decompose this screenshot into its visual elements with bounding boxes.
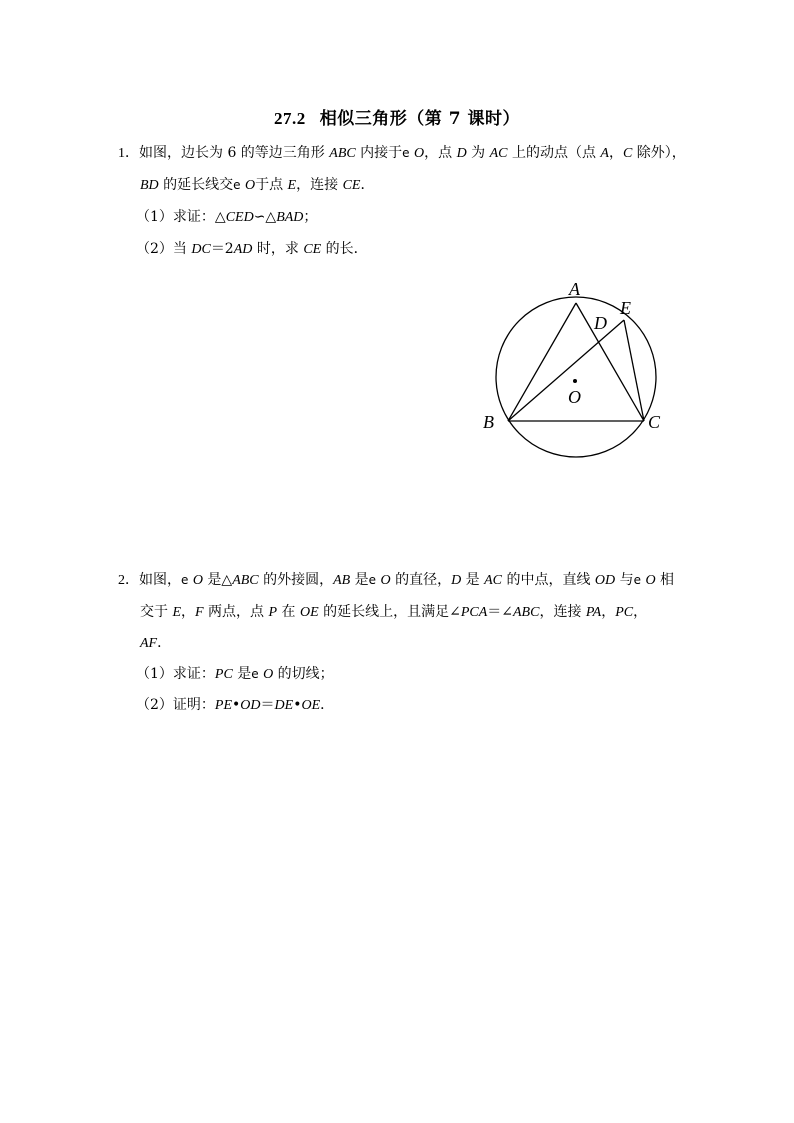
math-var: AF — [140, 636, 158, 651]
text: ，点 — [424, 145, 457, 161]
page-title — [0, 104, 794, 129]
geometry-figure-svg — [470, 270, 680, 470]
label-b: B — [483, 412, 494, 432]
q1-part2 — [136, 239, 368, 260]
math-var: O — [263, 667, 274, 682]
q2-line2 — [140, 602, 647, 623]
math-var: CED — [225, 210, 254, 225]
text: 相 — [655, 572, 675, 588]
math-var: AB — [333, 573, 351, 588]
segment-ab — [508, 303, 576, 421]
text: 在 — [277, 604, 300, 620]
math-var: AC — [489, 146, 508, 161]
text: 与 — [615, 572, 634, 588]
center-point — [573, 379, 577, 383]
math-var: DE — [274, 698, 294, 713]
text: ， — [601, 604, 616, 620]
text: 的外接圆， — [258, 572, 334, 588]
text: ， — [181, 604, 196, 620]
text: （2）当 — [136, 241, 192, 257]
math-var: E — [172, 605, 182, 620]
text: 交于 — [140, 604, 173, 620]
text: ． — [157, 635, 172, 651]
math-var: A — [600, 146, 609, 161]
math-var: D — [456, 146, 467, 161]
q2-part1 — [136, 664, 334, 685]
math-var: OD — [594, 573, 616, 588]
circle-o — [496, 297, 656, 457]
math-var: ABC — [513, 605, 540, 620]
math-var: PC — [615, 605, 634, 620]
text: • — [232, 697, 241, 713]
text: （1）求证：△ — [136, 209, 226, 225]
text: 的延长线上，且满足∠ — [318, 604, 461, 620]
circle-symbol: e — [181, 573, 189, 587]
math-var: O — [244, 178, 256, 193]
math-var: OE — [301, 698, 321, 713]
math-var: OD — [240, 698, 261, 713]
circle-symbol: e — [251, 667, 259, 681]
math-var: PCA — [460, 605, 488, 620]
circle-symbol: e — [402, 146, 410, 160]
text: ； — [303, 209, 318, 225]
text: 为 — [466, 145, 490, 161]
label-e: E — [620, 298, 631, 318]
text: ， — [608, 145, 623, 161]
text: 如图， — [139, 572, 181, 588]
text: 内接于 — [355, 145, 403, 161]
text: 的延长线交 — [158, 177, 234, 193]
section-number: 27.2 — [274, 109, 306, 128]
text: 时，求 — [252, 241, 304, 257]
label-c: C — [648, 412, 661, 432]
section-title: 相似三角形（第 7 课时） — [319, 109, 520, 129]
math-var: CE — [303, 242, 322, 257]
label-o: O — [568, 387, 581, 407]
text: ． — [320, 697, 335, 713]
text: ，连接 — [296, 177, 343, 193]
text: 于点 — [255, 177, 288, 193]
text: 两点，点 — [203, 604, 269, 620]
q1-number: 1． — [118, 146, 139, 161]
q2-line3 — [140, 633, 171, 654]
text: 是 — [461, 572, 485, 588]
text: 是 — [232, 666, 252, 682]
math-var: CE — [342, 178, 361, 193]
circle-symbol: e — [233, 178, 241, 192]
text: 的中点，直线 — [502, 572, 595, 588]
math-var: O — [645, 573, 656, 588]
text: 的长． — [321, 241, 368, 257]
math-var: ABC — [232, 573, 259, 588]
q2-line1 — [118, 570, 674, 591]
q1-figure — [470, 270, 680, 470]
segment-be — [508, 320, 624, 421]
math-var: O — [380, 573, 391, 588]
text: 的直径， — [390, 572, 452, 588]
math-var: PE — [214, 698, 233, 713]
text: ＝2 — [210, 241, 234, 257]
segment-ce — [624, 320, 644, 421]
q1-part1 — [136, 207, 317, 228]
math-var: O — [414, 146, 425, 161]
math-var: BD — [140, 178, 159, 193]
math-var: OE — [299, 605, 319, 620]
text: ∽△ — [253, 209, 277, 225]
math-var: C — [622, 146, 633, 161]
math-var: AC — [484, 573, 502, 588]
q2-part2 — [136, 695, 334, 716]
text: 的切线； — [273, 666, 334, 682]
text: 除外）， — [632, 145, 686, 161]
math-var: BAD — [276, 210, 304, 225]
math-var: E — [287, 178, 297, 193]
text: ＝∠ — [487, 604, 513, 620]
text: （2）证明： — [136, 697, 215, 713]
q1-line2 — [140, 175, 374, 196]
text: 是△ — [202, 572, 233, 588]
text: 是 — [350, 572, 369, 588]
math-var: PA — [585, 605, 602, 620]
segment-ac — [576, 303, 644, 421]
q1-line1 — [118, 143, 686, 164]
math-var: DC — [191, 242, 211, 257]
math-var: PC — [214, 667, 233, 682]
label-d: D — [594, 313, 607, 333]
math-var: P — [268, 605, 278, 620]
text: ， — [633, 604, 648, 620]
text: ． — [360, 177, 375, 193]
text: ＝ — [260, 697, 275, 713]
text: ，连接 — [539, 604, 586, 620]
math-var: F — [195, 605, 204, 620]
math-var: ABC — [329, 146, 356, 161]
q2-number: 2． — [118, 573, 139, 588]
text: 如图，边长为 6 的等边三角形 — [139, 145, 330, 161]
label-a: A — [569, 279, 580, 299]
math-var: AD — [233, 242, 253, 257]
math-var: O — [192, 573, 203, 588]
circle-symbol: e — [633, 573, 641, 587]
text: （1）求证： — [136, 666, 215, 682]
text: • — [293, 697, 302, 713]
circle-symbol: e — [368, 573, 377, 587]
math-var: D — [451, 573, 462, 588]
text: 上的动点（点 — [507, 145, 601, 161]
